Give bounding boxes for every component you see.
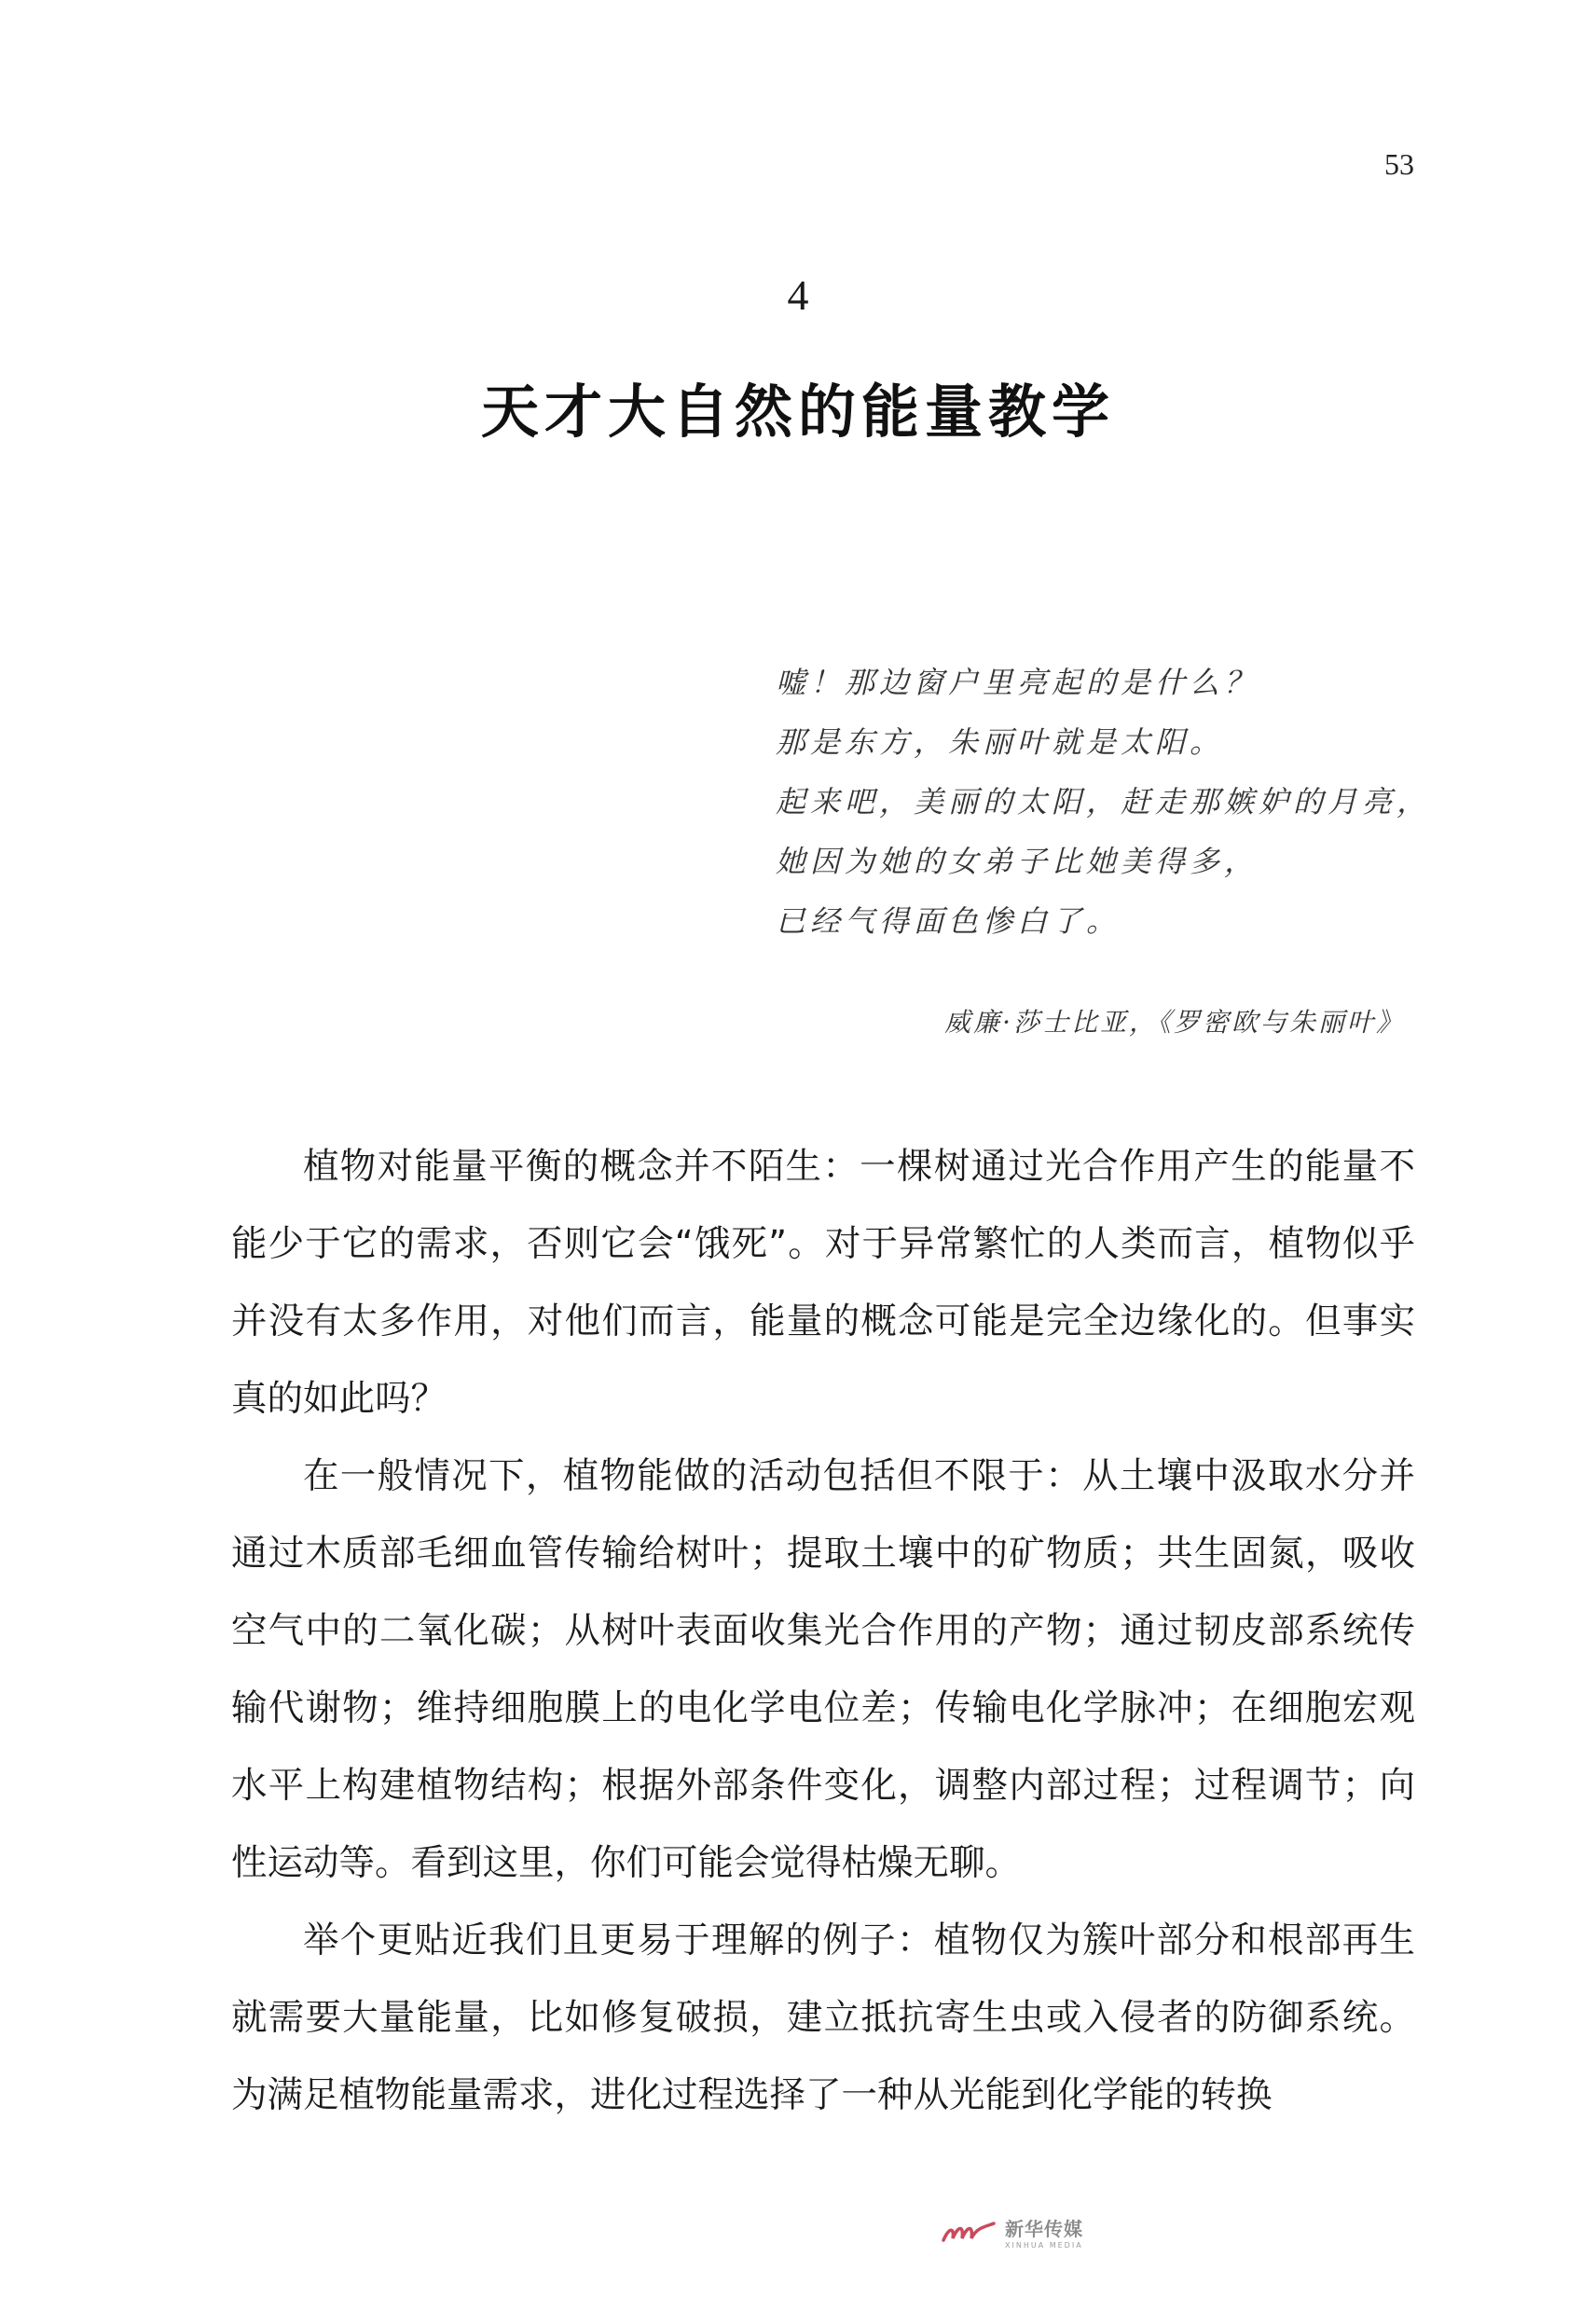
epigraph-line: 嘘！那边窗户里亮起的是什么？: [776, 665, 1259, 700]
epigraph-line: 那是东方，朱丽叶就是太阳。: [776, 724, 1225, 760]
epigraph-line: 起来吧，美丽的太阳，赶走那嫉妒的月亮，: [776, 784, 1432, 819]
body-text: [231, 1128, 1415, 2134]
epigraph: [776, 653, 1432, 951]
paragraph: 植物对能量平衡的概念并不陌生：一棵树通过光合作用产生的能量不能少于它的需求，否则它会“饿死”。对于异常繁忙的人类而言，植物似乎并没有太多作用，对他们而言，能量的概念可能是完全边缘化的。但事实真的如此吗？: [231, 1146, 1415, 1420]
page-number: 53: [1384, 147, 1414, 181]
paragraph: 举个更贴近我们且更易于理解的例子：植物仅为簇叶部分和根部再生就需要大量能量，比如修复破损，建立抵抗寄生虫或入侵者的防御系统。为满足植物能量需求，进化过程选择了一种从光能到化学能的转换: [231, 1920, 1415, 2116]
chapter-number: 4: [787, 271, 809, 319]
publisher-subtitle: XINHUA MEDIA: [1005, 2241, 1083, 2250]
chapter-title: 天才大自然的能量教学: [480, 378, 1115, 446]
paragraph: 在一般情况下，植物能做的活动包括但不限于：从土壤中汲取水分并通过木质部毛细血管传输给树叶；提取土壤中的矿物质；共生固氮，吸收空气中的二氧化碳；从树叶表面收集光合作用的产物；通过韧皮部系统传输代谢物；维持细胞膜上的电化学电位差；传输电化学脉冲；在细胞宏观水平上构建植物结构；根据外部条件变化，调整内部过程；过程调节；向性运动等。看到这里，你们可能会觉得枯燥无聊。: [231, 1455, 1415, 1884]
epigraph-attribution: 威廉·莎士比亚，《罗密欧与朱丽叶》: [944, 1007, 1405, 1038]
publisher-logo-icon: [942, 2218, 996, 2246]
epigraph-line: 已经气得面色惨白了。: [776, 903, 1121, 939]
publisher-name: 新华传媒: [1005, 2218, 1083, 2240]
publisher-logo: [942, 2214, 1083, 2250]
epigraph-line: 她因为她的女弟子比她美得多，: [776, 844, 1259, 879]
